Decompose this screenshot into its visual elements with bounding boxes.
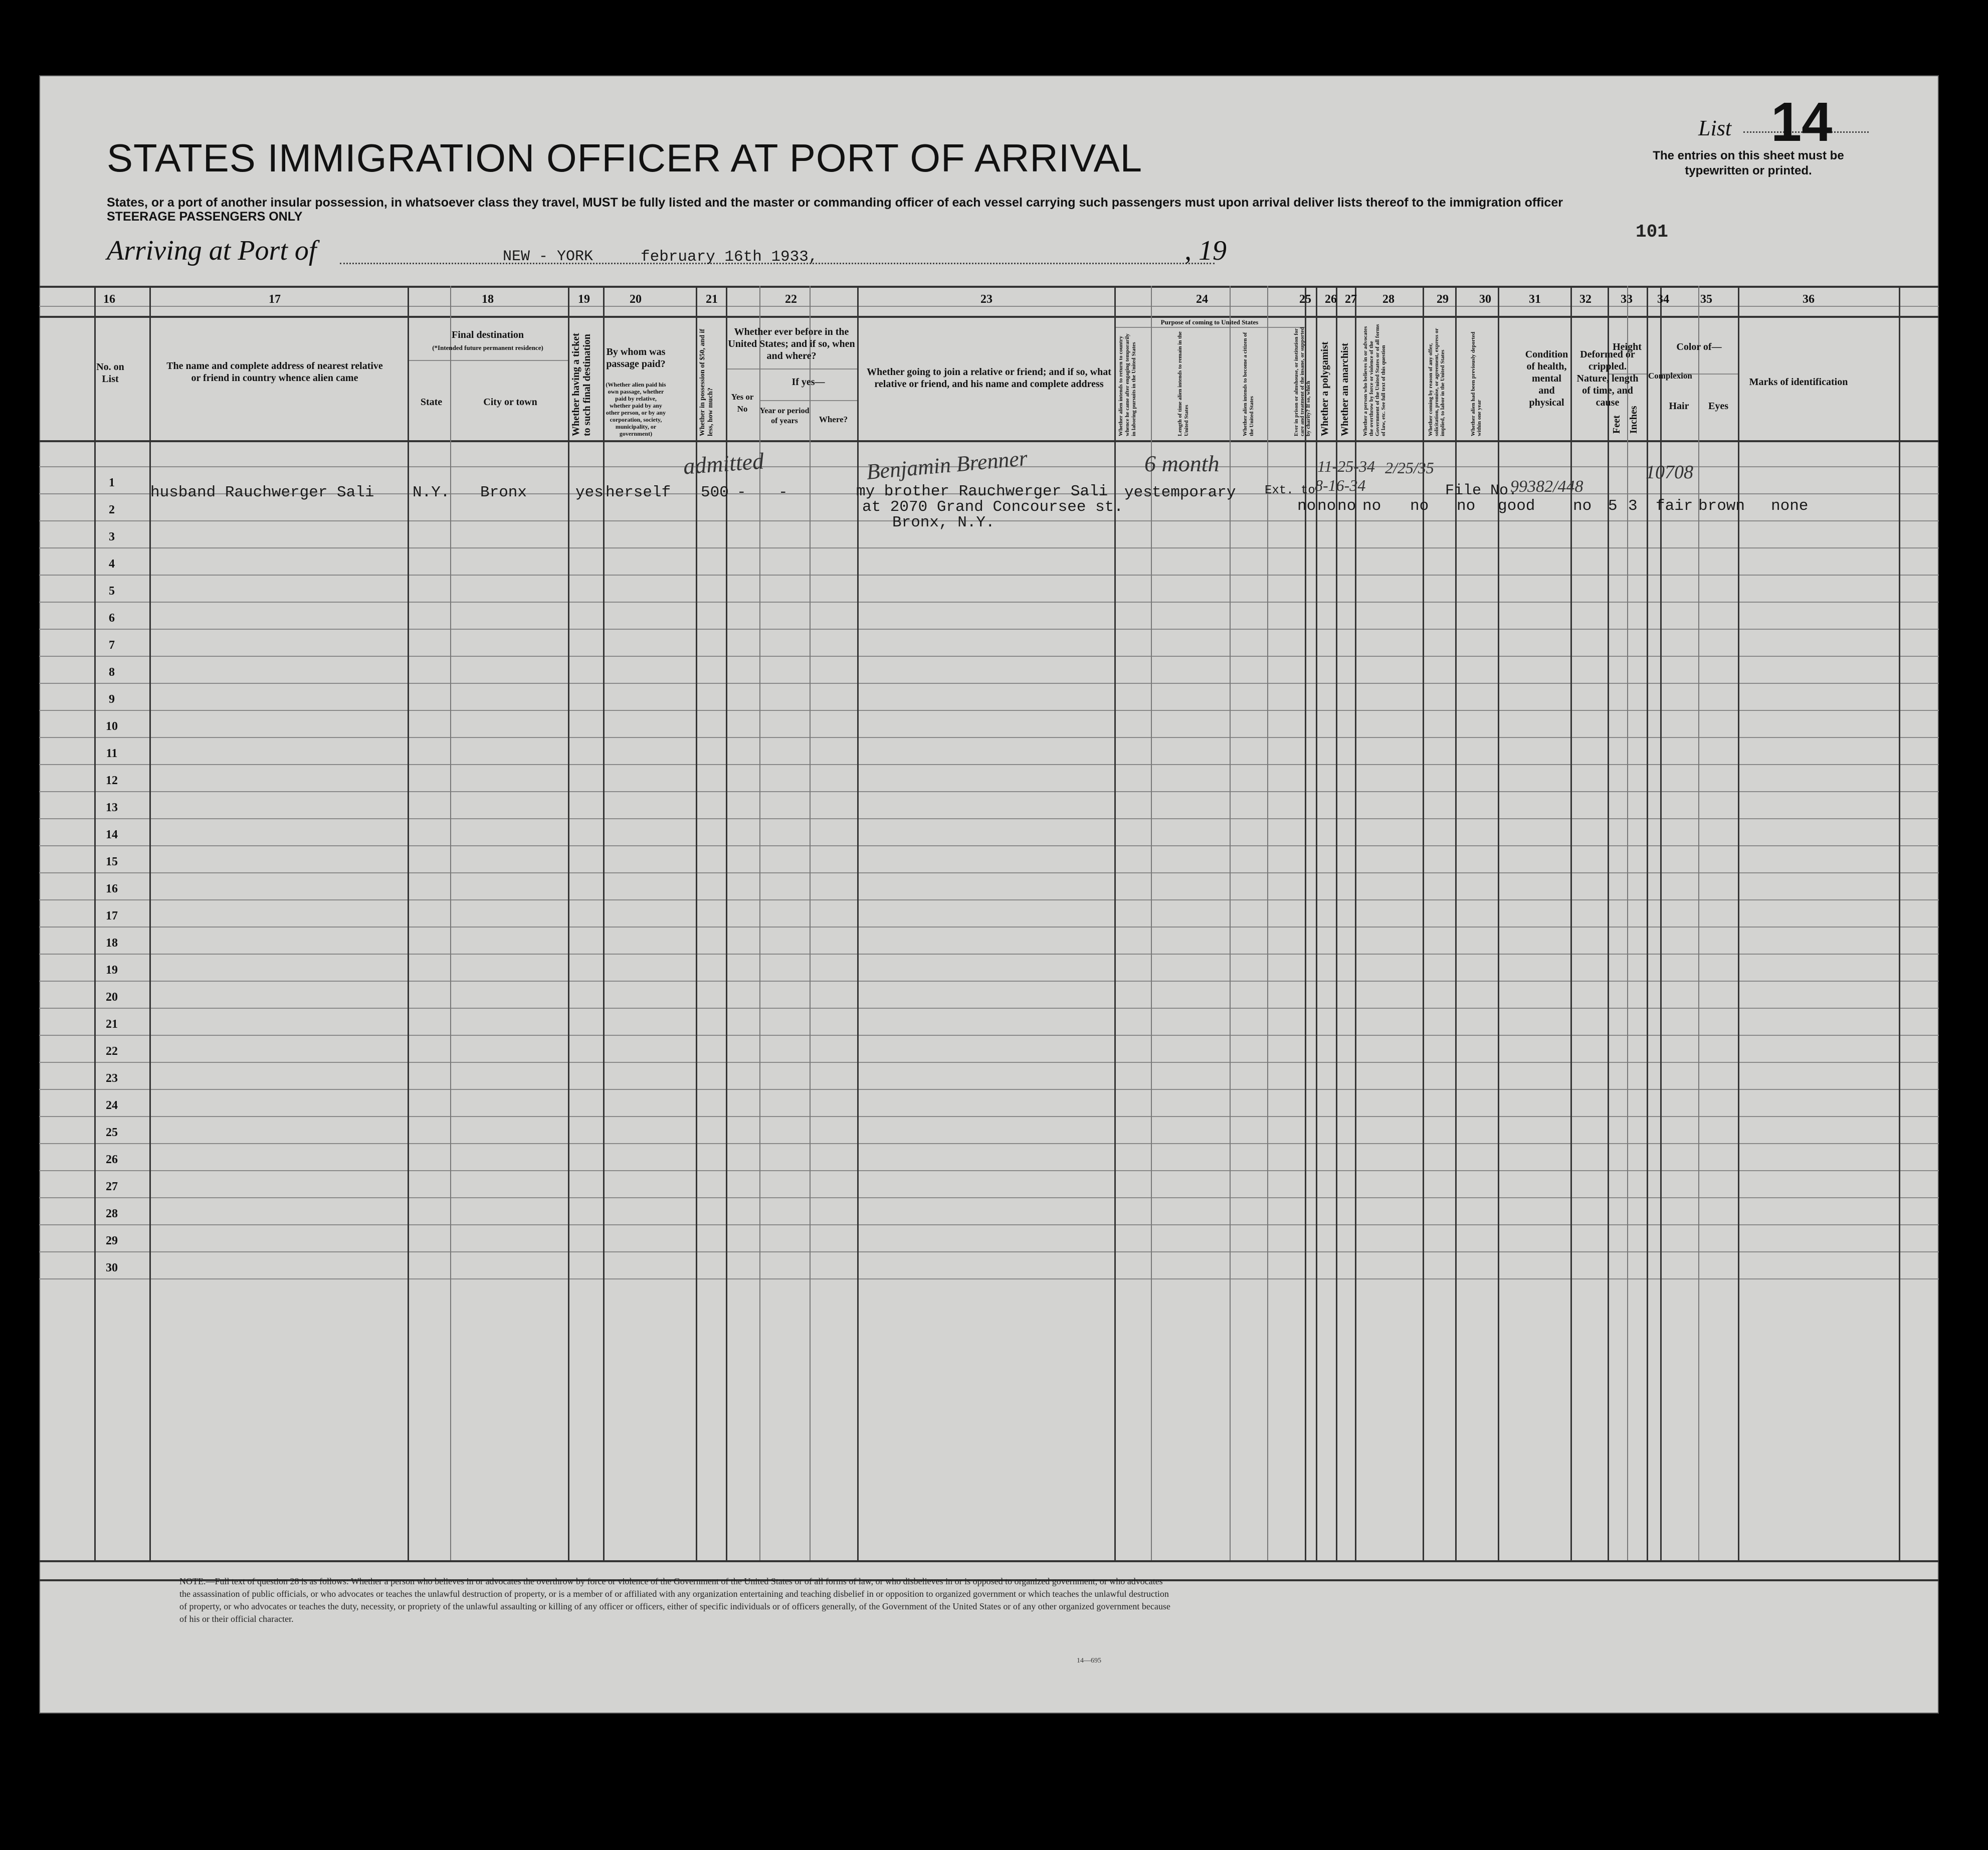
row-number: 29 — [106, 1234, 118, 1247]
join-line-1: my brother Rauchwerger Sali — [856, 483, 1108, 500]
column-number: 24 — [1196, 293, 1208, 306]
header-anarchist: Whether an anarchist — [1339, 343, 1350, 436]
header-years: Year or period of years — [759, 407, 810, 425]
row-number: 21 — [106, 1018, 118, 1031]
arrival-date: february 16th 1933, — [641, 248, 818, 266]
row-rule — [39, 845, 1939, 846]
row-number: 9 — [109, 693, 115, 706]
column-number: 35 — [1700, 293, 1712, 306]
cell-paid-by: herself — [606, 484, 671, 501]
column-rule — [568, 286, 569, 1560]
header-money: Whether in possession of $50, and if less, how much? — [699, 328, 714, 436]
cell-inches: 3 — [1628, 497, 1638, 515]
header-prison: Ever in prison or almshouse, or institution for care and treatment of the insane, or supported by charity? If so, which — [1293, 327, 1311, 436]
row-number: 2 — [109, 503, 115, 516]
header-inches: Inches — [1628, 406, 1639, 434]
column-number: 17 — [269, 293, 281, 306]
column-rule — [408, 286, 409, 1560]
cell-before-yes-no: - — [737, 484, 746, 501]
manifest-sheet — [39, 75, 1939, 1714]
row-rule — [39, 927, 1939, 928]
header-complexion: Complexion — [1648, 371, 1692, 381]
cell-health: good — [1498, 497, 1535, 515]
row-number: 19 — [106, 964, 118, 977]
header-health: Condition of health, mental and physical — [1525, 349, 1568, 408]
column-rule — [857, 286, 859, 1560]
row-rule — [39, 629, 1939, 630]
row-number: 5 — [109, 585, 115, 598]
column-rule — [726, 286, 727, 1560]
cell-feet: 5 — [1608, 497, 1618, 515]
cell-ticket: yes — [575, 484, 604, 501]
header-marks: Marks of identification — [1749, 377, 1848, 388]
row-rule — [39, 602, 1939, 603]
header-ticket: Whether having a ticket to such final destination — [570, 333, 592, 436]
file-number: 99382/448 — [1510, 477, 1583, 496]
cell-marks: none — [1771, 497, 1809, 515]
column-number: 26 — [1325, 293, 1337, 306]
column-rule — [810, 286, 811, 1560]
column-number: 23 — [980, 293, 992, 306]
row-number: 12 — [106, 774, 118, 787]
cell-money: 500 — [701, 484, 729, 501]
row-rule — [39, 1170, 1939, 1171]
row-rule — [39, 656, 1939, 657]
row-number: 7 — [109, 639, 115, 652]
row-rule — [39, 1035, 1939, 1036]
row-number: 15 — [106, 855, 118, 868]
row-rule — [39, 1197, 1939, 1198]
cell-labor-offer: no — [1410, 497, 1429, 515]
row-rule — [39, 737, 1939, 738]
header-before-in-us: Whether ever before in the United States; and if so, when and where? — [728, 326, 855, 361]
row-rule — [39, 1278, 1939, 1279]
row-rule — [39, 547, 1939, 548]
header-final-destination-note: (*Intended future permanent residence) — [432, 344, 543, 351]
footer-note: NOTE.—Full text of question 28 is as follows: Whether a person who believes in or advocates the overthrow by force or violence of the Government of the United States or of all forms of law, or who disbelieves in or is opposed to organized government, or who advocates the assassination of public officials, or who advocates or teaches the unlawful destruction of property, or is a member of or affiliated with any organization entertaining and teaching disbelief in or opposition to organized government or which teaches the unlawful destruction of property, or who advocates or teaches the duty, necessity, or propriety of the unlawful assaulting or killing of any officer or officers, either of specific individuals or of officers generally, of the Government of the United States or of any other organized government because of his or their official character. — [179, 1576, 1170, 1624]
column-rule — [1267, 286, 1268, 1560]
row-number: 30 — [106, 1261, 118, 1274]
header-if-yes: If yes— — [791, 377, 825, 388]
row-number: 6 — [109, 612, 115, 625]
row-rule — [39, 683, 1939, 684]
row-number: 22 — [106, 1045, 118, 1058]
row-number: 26 — [106, 1153, 118, 1166]
row-number: 24 — [106, 1099, 118, 1112]
row-rule — [39, 872, 1939, 873]
column-number: 32 — [1579, 293, 1592, 306]
column-number: 25 — [1299, 293, 1311, 306]
header-deformed: Deformed or crippled. Nature, length of time, and cause — [1576, 349, 1639, 408]
row-number: 10 — [106, 720, 118, 733]
header-polygamist: Whether a polygamist — [1319, 341, 1330, 436]
row-rule — [39, 1008, 1939, 1009]
column-rule — [1151, 286, 1152, 1560]
column-rule — [1230, 286, 1231, 1560]
header-city: City or town — [483, 397, 537, 408]
header-state: State — [420, 397, 443, 408]
column-number: 27 — [1345, 293, 1357, 306]
row-rule — [39, 1251, 1939, 1252]
form-code: 14—695 — [1077, 1657, 1101, 1664]
column-number: 29 — [1437, 293, 1449, 306]
column-rule — [1608, 286, 1609, 1560]
handwritten-code: 10708 — [1646, 462, 1693, 483]
cell-polygamist: no — [1317, 497, 1336, 515]
arriving-label: Arriving at Port of — [107, 235, 317, 266]
header-final-destination: Final destination — [452, 329, 524, 340]
row-rule — [39, 1143, 1939, 1144]
column-rule — [1114, 286, 1116, 1560]
file-label: File No. — [1445, 482, 1518, 499]
cell-complexion: fair — [1656, 497, 1693, 515]
row-rule — [39, 575, 1939, 576]
column-rule — [149, 286, 151, 1560]
column-rule — [1738, 286, 1739, 1560]
header-height: Height — [1613, 341, 1642, 352]
column-number: 28 — [1382, 293, 1395, 306]
join-line-3: Bronx, N.Y. — [892, 514, 995, 531]
column-rule — [603, 286, 605, 1560]
row-number: 14 — [106, 828, 118, 841]
row-rule — [39, 899, 1939, 900]
column-number: 18 — [482, 293, 494, 306]
header-eyes: Eyes — [1708, 401, 1728, 412]
row-rule — [39, 1089, 1939, 1090]
form-subtitle: States, or a port of another insular possession, in whatsoever class they travel, MUST be fully listed and the master or commanding officer of each vessel carrying such passengers must upon arrival deliver lists thereof to the immigration officer — [107, 196, 1563, 210]
header-deported: Whether alien had been previously deported within one year — [1470, 331, 1482, 436]
column-number: 20 — [630, 293, 642, 306]
row-number: 16 — [106, 882, 118, 895]
header-feet: Feet — [1611, 415, 1622, 434]
row-number: 18 — [106, 937, 118, 950]
column-number: 33 — [1621, 293, 1633, 306]
column-number: 30 — [1479, 293, 1491, 306]
form-title: STATES IMMIGRATION OFFICER AT PORT OF ARRIVAL — [107, 136, 1143, 180]
row-number: 11 — [106, 747, 118, 760]
header-yes-no: Yes or No — [731, 392, 754, 414]
header-purpose: Purpose of coming to United States — [1160, 318, 1259, 326]
port-name: NEW - YORK — [503, 248, 593, 265]
header-overthrow: Whether a person who believes in or advocates the overthrow by force or violence of the Government of the United States or of all forms of law, etc. See full text of this question — [1362, 324, 1386, 436]
cell-relative: husband Rauchwerger Sali — [150, 484, 374, 501]
extension-date-1: 11-25-34 — [1317, 457, 1375, 475]
column-number: 36 — [1803, 293, 1815, 306]
column-rule — [1498, 286, 1499, 1560]
row-number: 17 — [106, 909, 118, 922]
row-number: 4 — [109, 558, 115, 571]
column-rule — [450, 286, 451, 1560]
column-rule — [759, 286, 760, 1560]
cell-stay-length: temporary — [1152, 484, 1236, 501]
cell-prison: no — [1297, 497, 1316, 515]
handwritten-name: Benjamin Brenner — [865, 446, 1029, 484]
header-citizen-intent: Whether alien intends to become a citizen of the United States — [1242, 332, 1255, 436]
extension-date-2: 8-16-34 — [1315, 476, 1366, 494]
row-rule — [39, 954, 1939, 955]
header-stay-length: Length of time alien intends to remain in the United States — [1177, 331, 1189, 436]
steerage-label: STEERAGE PASSENGERS ONLY — [107, 210, 303, 224]
row-rule — [39, 1224, 1939, 1225]
cell-hair: brown — [1698, 497, 1745, 515]
row-rule — [39, 1062, 1939, 1063]
header-join-relative: Whether going to join a relative or friend; and if so, what relative or friend, and his name and complete address — [867, 366, 1111, 390]
column-number: 22 — [785, 293, 797, 306]
column-rule — [1305, 286, 1306, 1560]
cell-deformed: no — [1573, 497, 1592, 515]
cell-state: N.Y. — [413, 484, 450, 501]
column-rule — [1627, 286, 1628, 1560]
column-number: 19 — [578, 293, 590, 306]
stamp-number: 101 — [1636, 222, 1668, 242]
cell-overthrow: no — [1362, 497, 1381, 515]
row-number: 27 — [106, 1180, 118, 1193]
row-rule — [39, 764, 1939, 765]
handwritten-stay: 6 month — [1144, 451, 1220, 476]
header-relative-address: The name and complete address of nearest relative or friend in country whence alien came — [166, 360, 383, 384]
row-number: 8 — [109, 666, 115, 679]
row-number: 3 — [109, 530, 115, 543]
column-number: 34 — [1657, 293, 1669, 306]
header-no-on-list: No. on List — [96, 361, 124, 385]
cell-anarchist: no — [1337, 497, 1356, 515]
row-number: 1 — [109, 476, 115, 489]
list-number: 14 — [1771, 91, 1833, 153]
cell-join-relative — [856, 484, 1123, 530]
row-rule — [39, 710, 1939, 711]
header-labor-offer: Whether coming by reason of any offer, solicitation, promise, or agreement, express or implied, to labor in the United States — [1428, 328, 1446, 436]
header-where: Where? — [819, 415, 848, 424]
cell-city: Bronx — [480, 484, 527, 501]
cell-deported: no — [1457, 497, 1476, 515]
row-number: 23 — [106, 1072, 118, 1085]
row-number: 13 — [106, 801, 118, 814]
row-number: 28 — [106, 1207, 118, 1220]
admitted-annotation: admitted — [682, 448, 765, 479]
column-number: 21 — [706, 293, 718, 306]
column-rule — [1899, 286, 1900, 1560]
header-paid-by: By whom was passage paid? — [606, 346, 666, 369]
join-line-2: at 2070 Grand Concoursee st. — [862, 498, 1123, 516]
row-rule — [39, 981, 1939, 982]
entries-note: The entries on this sheet must be typewritten or printed. — [1653, 149, 1844, 177]
column-rule — [1455, 286, 1457, 1560]
list-label: List — [1698, 116, 1732, 140]
cell-return-intent: yes — [1124, 484, 1152, 501]
header-hair: Hair — [1669, 401, 1689, 412]
row-rule — [39, 818, 1939, 819]
year-label: , 19 — [1184, 235, 1227, 266]
extension-date-3: 2/25/35 — [1385, 459, 1434, 477]
header-subdivider — [1230, 327, 1231, 440]
row-number: 25 — [106, 1126, 118, 1139]
row-rule — [39, 791, 1939, 792]
row-rule — [39, 1116, 1939, 1117]
column-number: 16 — [103, 293, 115, 306]
row-number: 20 — [106, 991, 118, 1004]
header-color: Color of— — [1676, 341, 1722, 352]
header-return-intent: Whether alien intends to return to country whence he came after engaging temporarily in laboring pursuits in the United States — [1118, 333, 1137, 436]
manifest-table — [39, 75, 1939, 1714]
cell-before-years: - — [778, 484, 788, 501]
header-paid-by-note: (Whether alien paid his own passage, whether paid by relative, whether paid by any other person, or by any corporation, society, municipality, or government) — [606, 381, 666, 437]
column-number: 31 — [1529, 293, 1541, 306]
column-rule — [1698, 286, 1699, 1560]
extension-label: Ext. to — [1265, 484, 1315, 497]
